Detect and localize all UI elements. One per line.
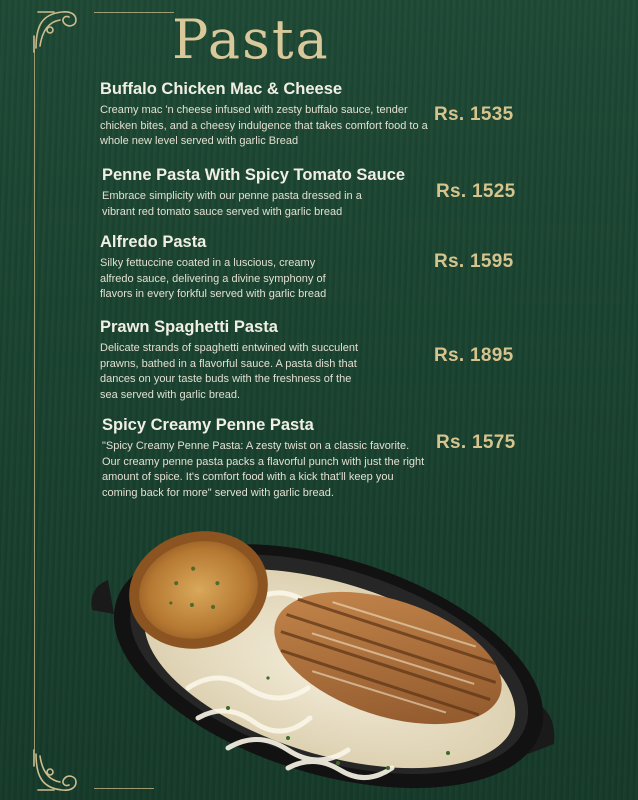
page-title: Pasta [172, 8, 330, 71]
menu-item-price: Rs. 1575 [436, 432, 516, 453]
menu-item [100, 318, 430, 403]
menu-item-name: Prawn Spaghetti Pasta [100, 318, 278, 336]
menu-item [102, 416, 432, 501]
frame-left-border [34, 50, 35, 750]
menu-item [102, 166, 432, 220]
pasta-dish-image [88, 518, 568, 800]
menu-item-name: Alfredo Pasta [100, 233, 207, 251]
menu-item [100, 233, 430, 303]
menu-item-description: Embrace simplicity with our penne pasta dressed in a vibrant red tomato sauce served with garlic bread [102, 190, 362, 218]
menu-item-description: Silky fettuccine coated in a luscious, creamy alfredo sauce, delivering a divine symphony of flavors in every forkful served with garlic bread [100, 257, 327, 300]
bottom-left-flourish-icon [30, 748, 78, 796]
menu-item-price: Rs. 1895 [434, 345, 514, 366]
menu-item-description: Delicate strands of spaghetti entwined with succulent prawns, bathed in a flavorful sauce. A pasta dish that dances on your taste buds with the freshness of the sea served with garlic bread. [100, 342, 359, 401]
menu-item-description: Creamy mac 'n cheese infused with zesty buffalo sauce, tender chicken bites, and a cheesy indulgence that takes comfort food to a whole new level served with garlic Bread [100, 104, 428, 147]
menu-item-price: Rs. 1535 [434, 104, 514, 125]
menu-item-name: Penne Pasta With Spicy Tomato Sauce [102, 166, 406, 184]
menu-item-name: Spicy Creamy Penne Pasta [102, 416, 314, 434]
menu-item-price: Rs. 1595 [434, 251, 514, 272]
menu-item-price: Rs. 1525 [436, 181, 516, 202]
menu-item-description: "Spicy Creamy Penne Pasta: A zesty twist on a classic favorite. Our creamy penne pasta packs a flavorful punch with just the right amount of spice. It's comfort food with a kick that'll keep you coming back for more" served with garlic bread. [102, 440, 425, 499]
frame-top-border [94, 12, 174, 13]
menu-item-name: Buffalo Chicken Mac & Cheese [100, 80, 343, 98]
top-left-flourish-icon [30, 6, 78, 54]
menu-item [100, 80, 430, 150]
